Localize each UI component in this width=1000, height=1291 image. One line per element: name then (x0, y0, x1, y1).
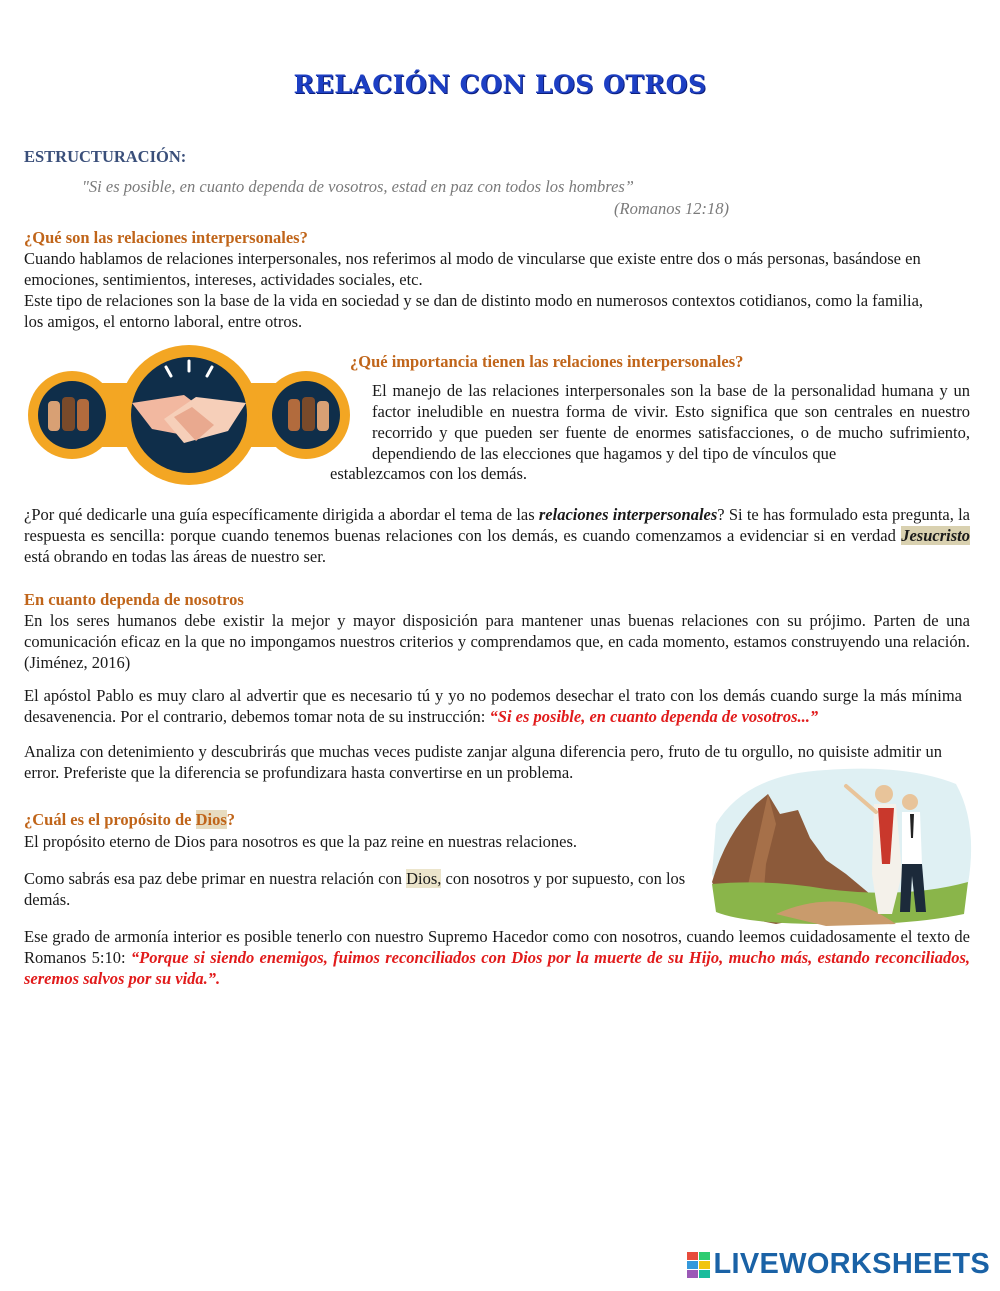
section4-paragraph1: En los seres humanos debe existir la mejor y mayor disposición para mantener unas buenas relaciones con su prójimo. Parten de una comunicación eficaz en la que no impongamos nuestros criterios y comprendamos que, en cada momento, estamos construyendo una relación. (Jiménez, 2016) (24, 611, 970, 672)
estructuracion-quote: "Si es posible, en cuanto dependa de vosotros, estad en paz con todos los hombres” (82, 177, 634, 196)
handshake-icon (24, 345, 354, 485)
section1-paragraph2: Este tipo de relaciones son la base de la vida en sociedad y se dan de distinto modo en numerosos contextos cotidianos, como la familia, los amigos, el entorno laboral, entre otros. (24, 291, 924, 331)
estructuracion-label: ESTRUCTURACIÓN: (24, 147, 187, 166)
liveworksheets-icon (687, 1252, 711, 1278)
section5-heading: ¿Cuál es el propósito de Dios? (24, 810, 236, 829)
jesus-teaching-icon (706, 764, 978, 926)
section4-heading: En cuanto dependa de nosotros (24, 590, 244, 609)
dios-highlight: Dios (195, 810, 227, 829)
jesus-illustration (706, 764, 978, 926)
section2-heading: ¿Qué importancia tienen las relaciones interpersonales? (350, 352, 744, 371)
romanos-quote: “Porque si siendo enemigos, fuimos reconciliados con Dios por la muerte de su Hijo, mucho más, estando reconciliados, seremos salvos por su vida.”. (24, 948, 970, 988)
estructuracion-reference: (Romanos 12:18) (614, 199, 730, 218)
section4-paragraph2: El apóstol Pablo es muy claro al advertir que es necesario tú y yo no podemos desechar el trato con los demás cuando surge la más mínima desavenencia. Por el contrario, debemos tomar nota de su instrucción: “Si es posible, en cuanto dependa de vosotros...” (24, 686, 962, 726)
section2-paragraph-end: establezcamos con los demás. (330, 464, 528, 483)
section5-paragraph3: Ese grado de armonía interior es posible tenerlo con nuestro Supremo Hacedor como con nosotros, cuando leemos cuidadosamente el texto de Romanos 5:10: “Porque si siendo enemigos, fuimos reconciliados con Dios por la muerte de su Hijo, mucho más, estando reconciliados, seremos salvos por su vida.”. (24, 927, 970, 988)
pablo-quote: “Si es posible, en cuanto dependa de vosotros...” (489, 707, 819, 726)
jesucristo-emphasis: Jesucristo (901, 526, 970, 545)
liveworksheets-text: LIVEWORKSHEETS (713, 1248, 990, 1280)
liveworksheets-logo[interactable] (687, 1248, 991, 1281)
section5-paragraph1: El propósito eterno de Dios para nosotros es que la paz reine en nuestras relaciones. (24, 832, 578, 851)
section1-heading: ¿Qué son las relaciones interpersonales? (24, 228, 308, 247)
relaciones-emphasis: relaciones interpersonales (538, 505, 718, 524)
page-title: RELACIÓN CON LOS OTROS (293, 70, 707, 99)
handshake-illustration (24, 345, 354, 485)
section2-paragraph: El manejo de las relaciones interpersonales son la base de la personalidad humana y un factor ineludible en nuestra forma de vivir. Esto significa que son centrales en nuestro recorrido y que pueden ser fuente de enormes satisfacciones, o de mucho sufrimiento, dependiendo de las elecciones que hagamos y del tipo de vínculos que (372, 381, 970, 463)
section5-paragraph2: Como sabrás esa paz debe primar en nuestra relación con Dios, con nosotros y por supuesto, con los demás. (24, 869, 686, 909)
section3-paragraph: ¿Por qué dedicarle una guía específicamente dirigida a abordar el tema de las relaciones interpersonales? Si te has formulado esta pregunta, la respuesta es sencilla: porque cuando tenemos buenas relaciones con los demás, es cuando comenzamos a evidenciar si en verdad Jesucristo está obrando en todas las áreas de nuestro ser. (24, 505, 970, 566)
dios-highlight-2: Dios, (406, 869, 442, 888)
section1-paragraph1: Cuando hablamos de relaciones interpersonales, nos referimos al modo de vincularse que existe entre dos o más personas, basándose en emociones, sentimientos, intereses, actividades sociales, etc. (24, 249, 921, 289)
section4-paragraph3: Analiza con detenimiento y descubrirás que muchas veces pudiste zanjar alguna diferencia pero, fruto de tu orgullo, no quisiste admitir un error. Preferiste que la diferencia se profundizara hasta convertirse en un problema. (24, 742, 942, 782)
